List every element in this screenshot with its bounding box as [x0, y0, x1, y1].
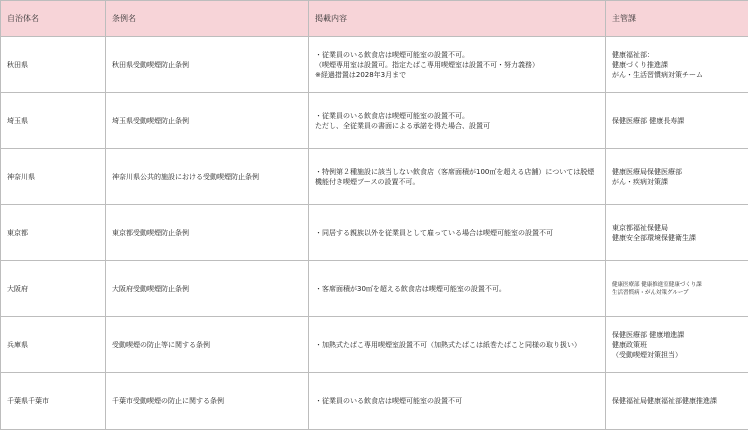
header-prefecture: 自治体名: [1, 1, 106, 37]
prefecture-cell: 埼玉県: [1, 93, 106, 149]
table-row: [1, 93, 748, 149]
department-cell: 健康医療部 健康推進室健康づくり課 生活習慣病・がん対策グループ: [606, 261, 748, 317]
ordinance-cell: 埼玉県受動喫煙防止条例: [106, 93, 309, 149]
ordinance-cell: 東京都受動喫煙防止条例: [106, 205, 309, 261]
ordinance-cell: 受動喫煙の防止等に関する条例: [106, 317, 309, 373]
prefecture-cell: 兵庫県: [1, 317, 106, 373]
header-content: 掲載内容: [309, 1, 606, 37]
header-department: 主管課: [606, 1, 748, 37]
prefecture-cell: 秋田県: [1, 37, 106, 93]
header-row: [1, 1, 748, 37]
department-cell: 保健福祉局健康福祉部健康推進課: [606, 373, 748, 430]
ordinance-cell: 千葉市受動喫煙の防止に関する条例: [106, 373, 309, 430]
department-cell: 保健医療部 健康増進課 健康政策班 （受動喫煙対策担当）: [606, 317, 748, 373]
content-cell: ・従業員のいる飲食店は喫煙可能室の設置不可。 （喫煙専用室は設置可。指定たばこ専用喫煙室は設置不可・努力義務） ※経過措置は2028年3月まで: [309, 37, 606, 93]
table-row: [1, 205, 748, 261]
prefecture-cell: 千葉県千葉市: [1, 373, 106, 430]
prefecture-cell: 大阪府: [1, 261, 106, 317]
content-cell: ・客席面積が30㎡を超える飲食店は喫煙可能室の設置不可。: [309, 261, 606, 317]
content-cell: ・加熱式たばこ専用喫煙室設置不可（加熱式たばこは紙巻たばこと同様の取り扱い）: [309, 317, 606, 373]
department-cell: 健康福祉部： 健康づくり推進課 がん・生活習慣病対策チーム: [606, 37, 748, 93]
department-cell: 保健医療部 健康長寿課: [606, 93, 748, 149]
table-row: [1, 261, 748, 317]
department-cell: 健康医療局保健医療部 がん・疾病対策課: [606, 149, 748, 205]
header-ordinance: 条例名: [106, 1, 309, 37]
ordinance-cell: 神奈川県公共的施設における受動喫煙防止条例: [106, 149, 309, 205]
content-cell: ・従業員のいる飲食店は喫煙可能室の設置不可: [309, 373, 606, 430]
prefecture-cell: 神奈川県: [1, 149, 106, 205]
ordinance-cell: 秋田県受動喫煙防止条例: [106, 37, 309, 93]
content-cell: ・同居する親族以外を従業員として雇っている場合は喫煙可能室の設置不可: [309, 205, 606, 261]
content-cell: ・特例第２種施設に該当しない飲食店（客席面積が100㎡を超える店舗）については脱煙機能付き喫煙ブースの設置不可。: [309, 149, 606, 205]
table-row: [1, 317, 748, 373]
department-cell: 東京都福祉保健局 健康安全部環境保健衛生課: [606, 205, 748, 261]
table-row: [1, 37, 748, 93]
ordinance-cell: 大阪府受動喫煙防止条例: [106, 261, 309, 317]
table-row: [1, 149, 748, 205]
content-cell: ・従業員のいる飲食店は喫煙可能室の設置不可。 ただし、全従業員の書面による承諾を得た場合、設置可: [309, 93, 606, 149]
prefecture-cell: 東京都: [1, 205, 106, 261]
table-row: [1, 373, 748, 430]
